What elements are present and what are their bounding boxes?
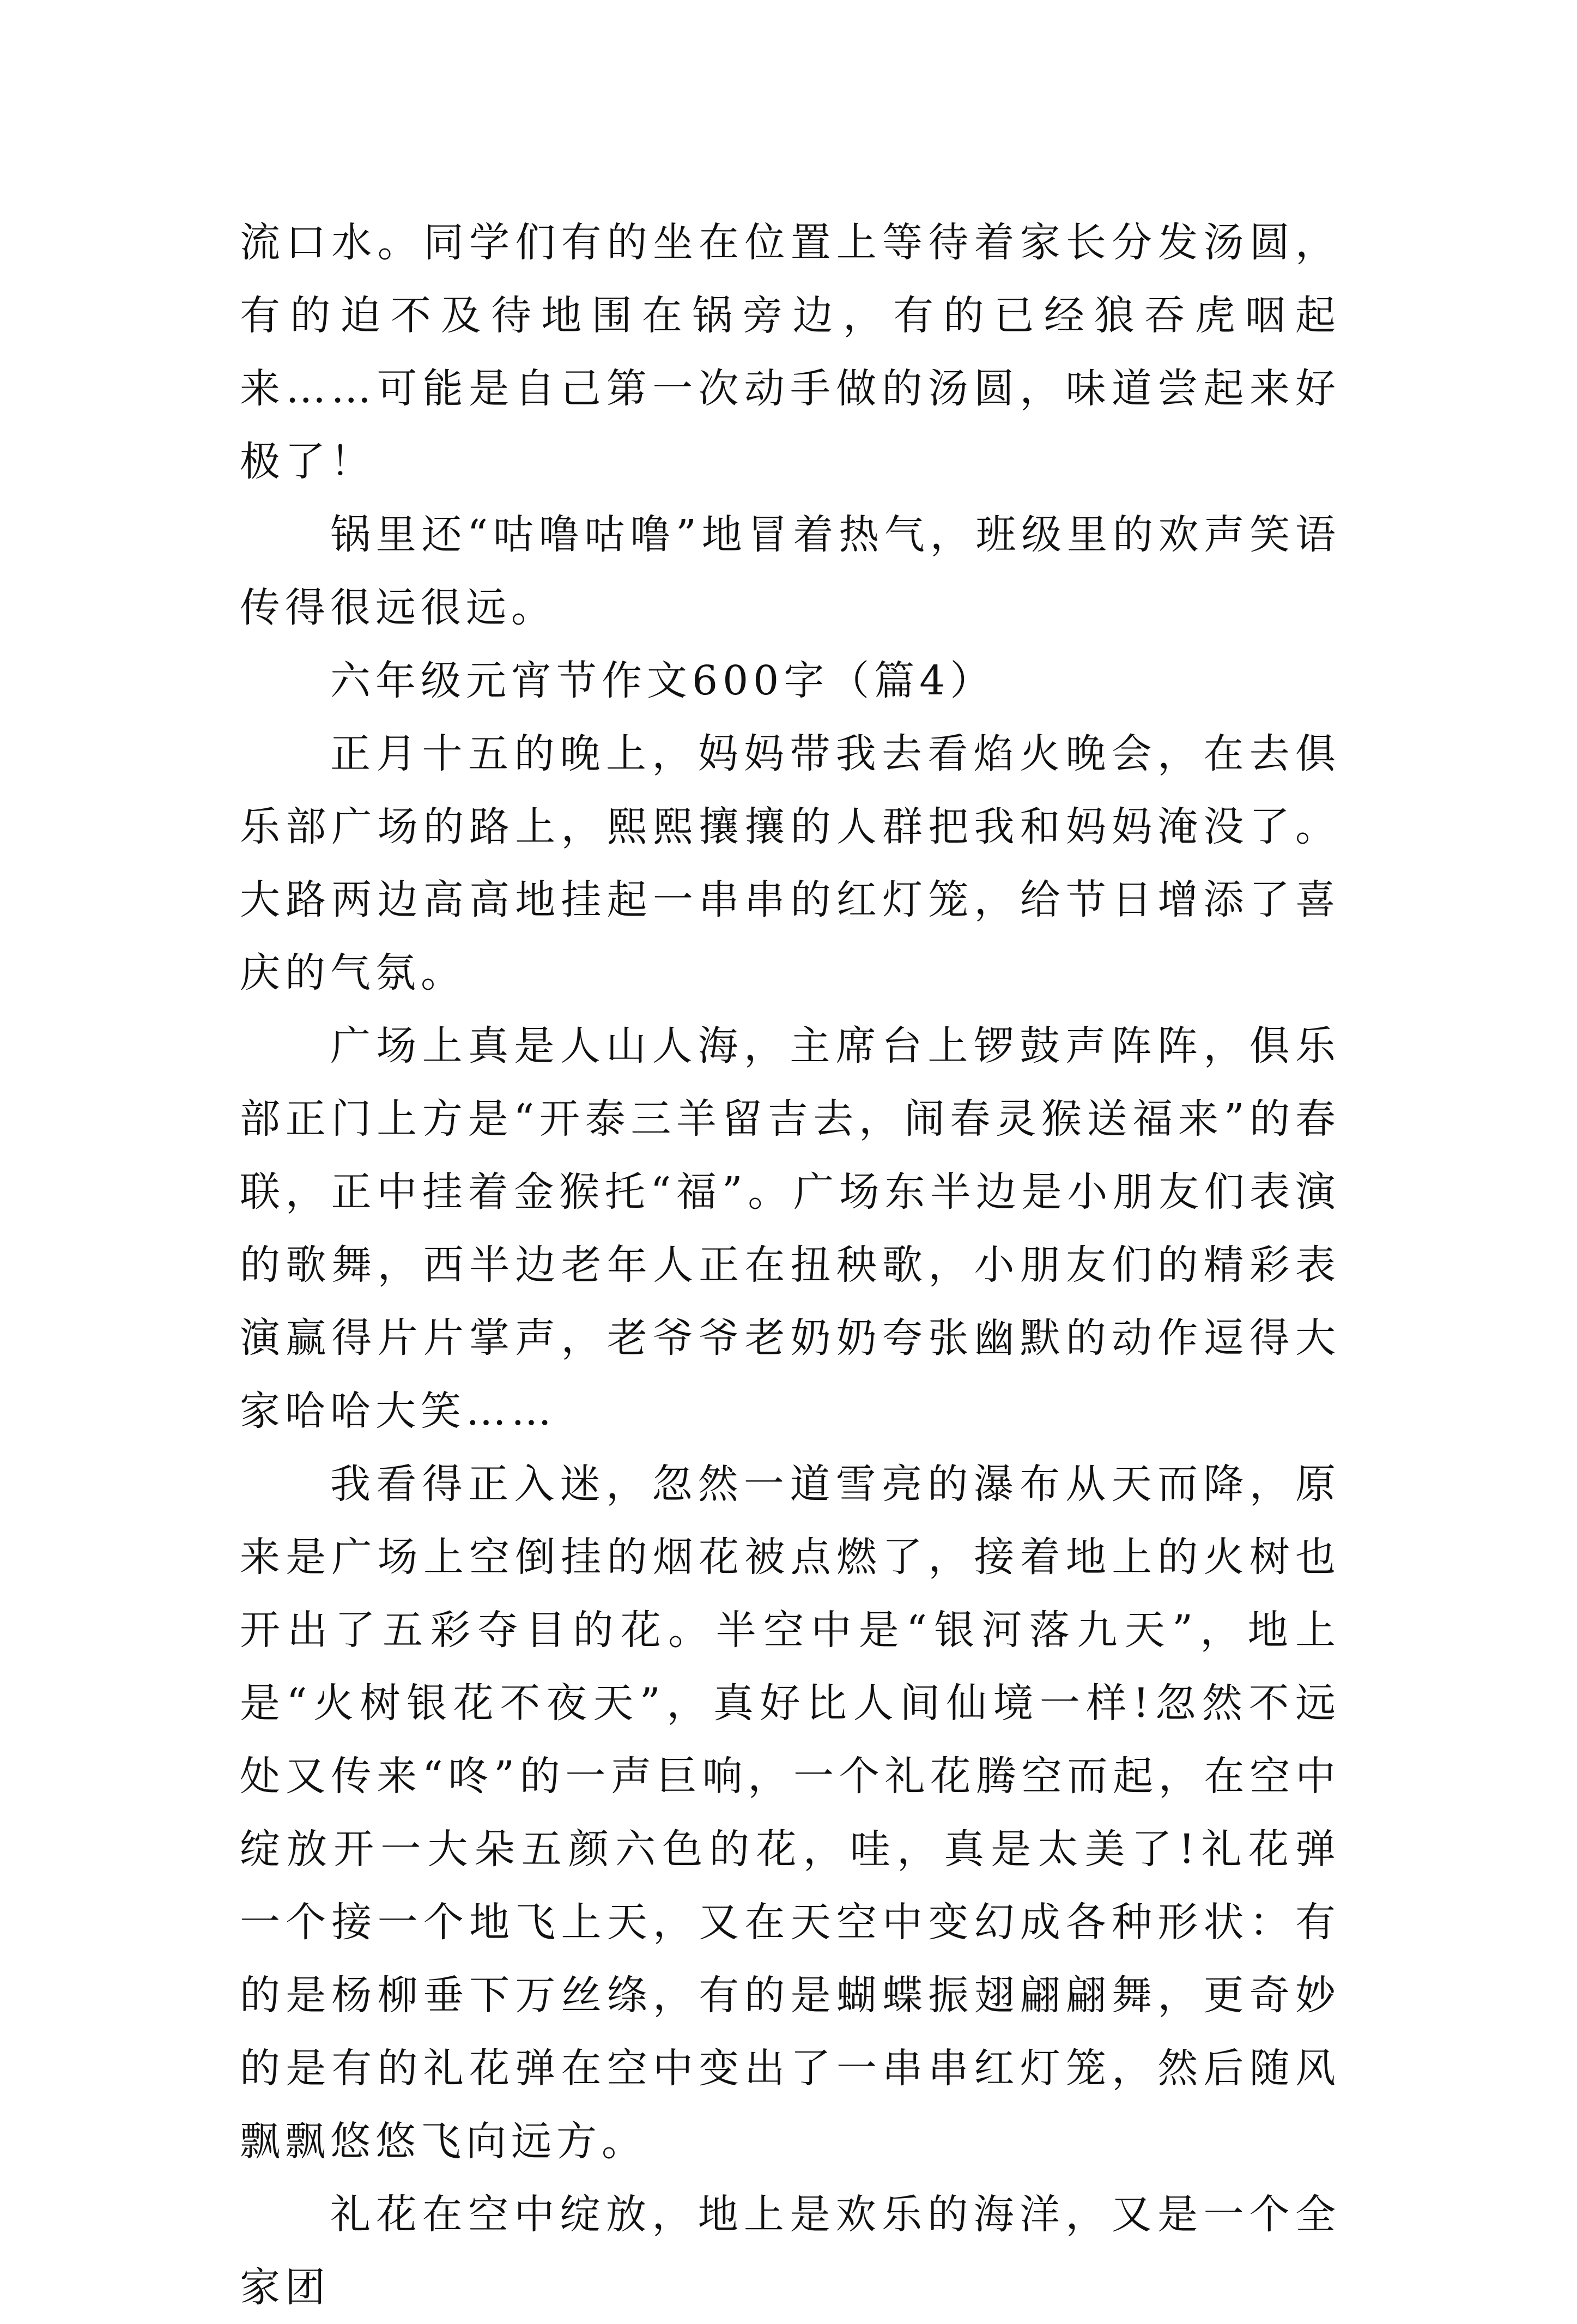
paragraph-continuation: 流口水。同学们有的坐在位置上等待着家长分发汤圆，有的迫不及待地围在锅旁边，有的已经狼吞虎咽起来……可能是自己第一次动手做的汤圆，味道尝起来好极了！ (240, 219, 1341, 485)
paragraph: 锅里还“咕噜咕噜”地冒着热气，班级里的欢声笑语传得很远很远。 (240, 511, 1341, 631)
paragraph: 正月十五的晚上，妈妈带我去看焰火晚会，在去俱乐部广场的路上，熙熙攘攘的人群把我和妈妈淹没了。大路两边高高地挂起一串串的红灯笼，给节日增添了喜庆的气氛。 (240, 730, 1341, 996)
paragraph: 广场上真是人山人海，主席台上锣鼓声阵阵，俱乐部正门上方是“开泰三羊留吉去，闹春灵猴送福来”的春联，正中挂着金猴托“福”。广场东半边是小朋友们表演的歌舞，西半边老年人正在扭秧歌，小朋友们的精彩表演赢得片片掌声，老爷爷老奶奶夸张幽默的动作逗得大家哈哈大笑…… (240, 1022, 1341, 1435)
paragraph: 礼花在空中绽放，地上是欢乐的海洋，又是一个全家团 (240, 2191, 1341, 2311)
paragraph: 我看得正入迷，忽然一道雪亮的瀑布从天而降，原来是广场上空倒挂的烟花被点燃了，接着地上的火树也开出了五彩夺目的花。半空中是“银河落九天”，地上是“火树银花不夜天”，真好比人间仙境一样!忽然不远处又传来“咚”的一声巨响，一个礼花腾空而起，在空中绽放开一大朵五颜六色的花，哇，真是太美了!礼花弹一个接一个地飞上天，又在天空中变幻成各种形状：有的是杨柳垂下万丝绦，有的是蝴蝶振翅翩翩舞，更奇妙的是有的礼花弹在空中变出了一串串红灯笼，然后随风飘飘悠悠飞向远方。 (240, 1461, 1341, 2165)
essay-title: 六年级元宵节作文600字（篇4） (330, 657, 996, 704)
essay-body (240, 206, 1341, 2324)
